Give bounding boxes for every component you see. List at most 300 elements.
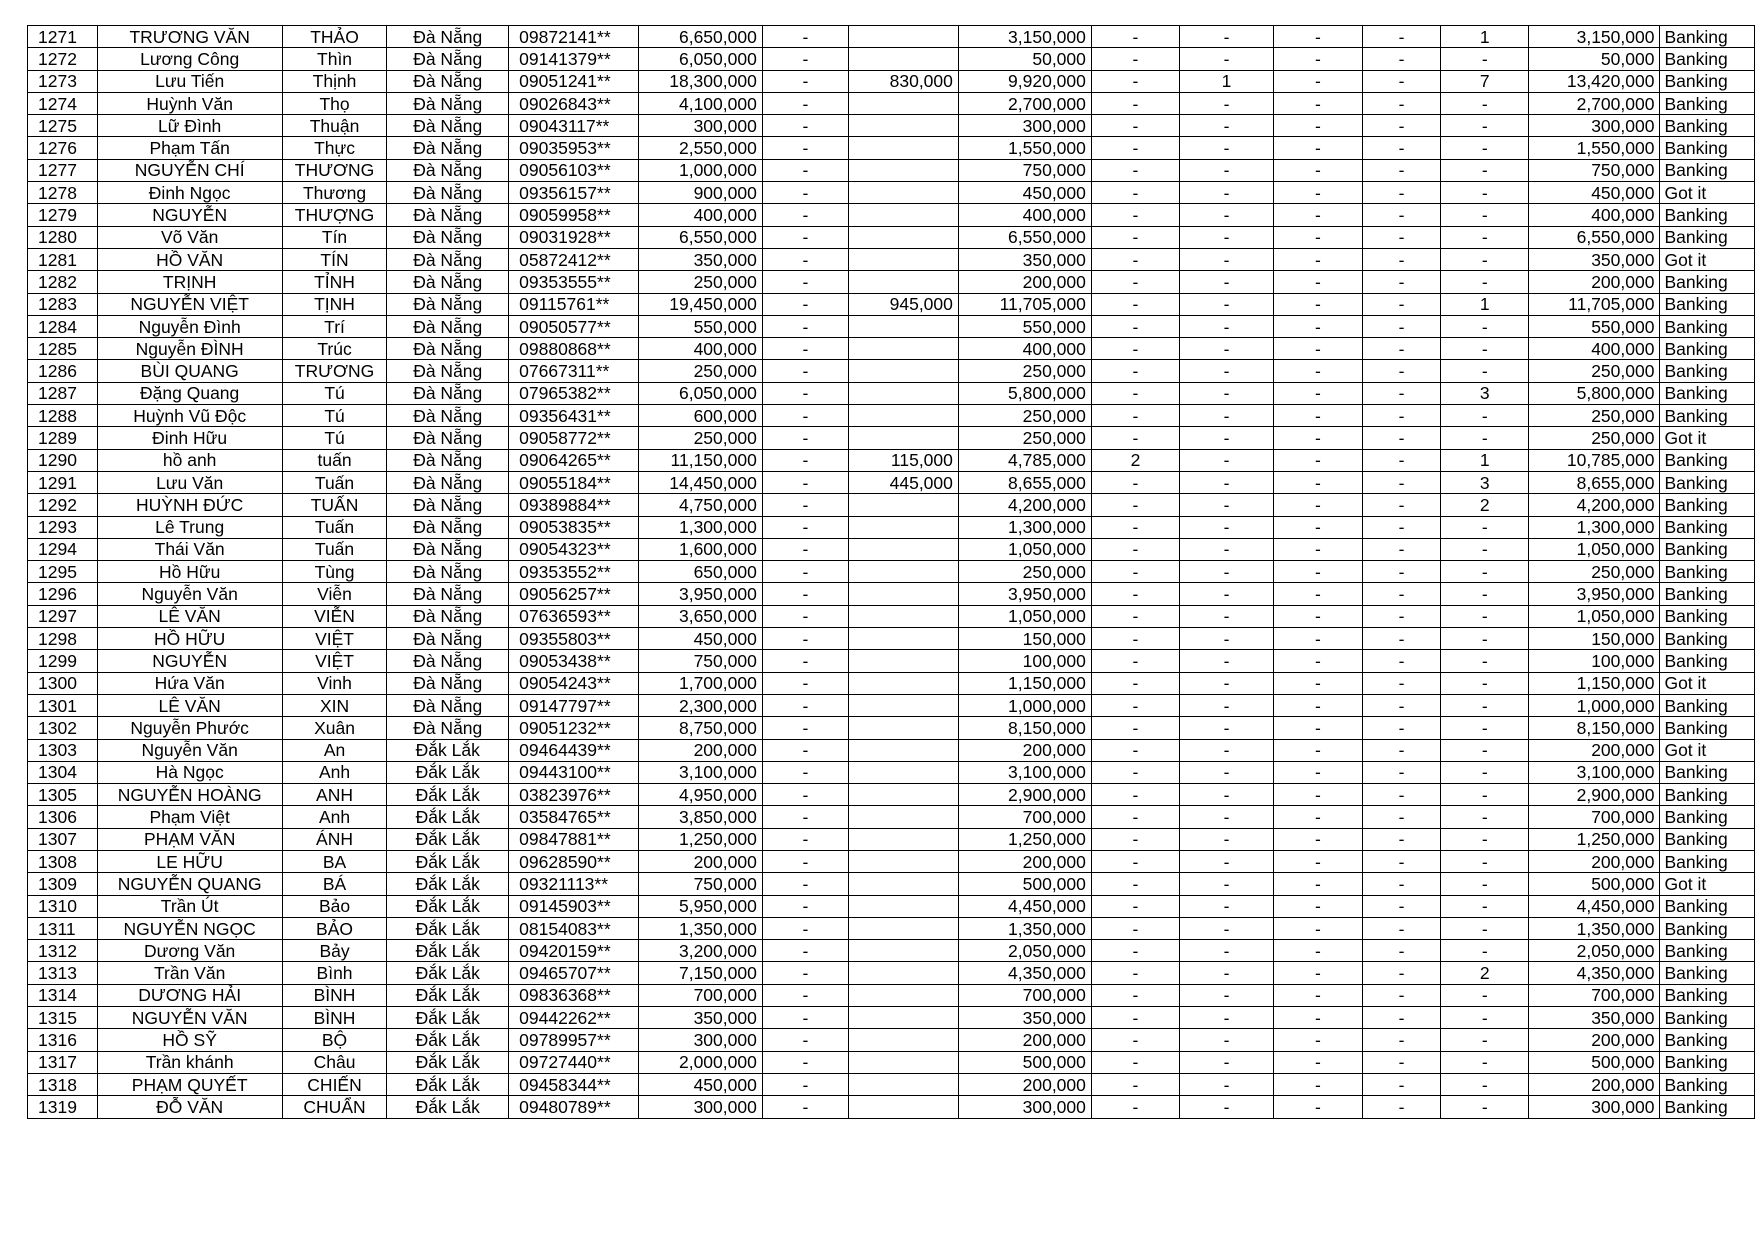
surname-cell: PHẠM VĂN [97,828,282,850]
count-4-cell: - [1362,382,1440,404]
table-row [28,226,1755,248]
province-cell: Đắk Lắk [387,962,509,984]
phone-cell: 03823976** [509,784,638,806]
given-name-cell: Trí [282,315,387,337]
count-5-cell: - [1441,650,1529,672]
table-row [28,605,1755,627]
province-cell: Đà Nẵng [387,137,509,159]
given-name-cell: Tú [282,382,387,404]
count-1-cell: - [1091,850,1179,872]
count-3-cell: - [1273,561,1362,583]
count-3-cell: - [1273,204,1362,226]
dash-cell: - [762,806,848,828]
amount-2-cell [848,204,958,226]
amount-1-cell: 2,000,000 [638,1051,762,1073]
province-cell: Đắk Lắk [387,806,509,828]
province-cell: Đà Nẵng [387,583,509,605]
count-4-cell: - [1362,895,1440,917]
phone-cell: 09051232** [509,717,638,739]
dash-cell: - [762,605,848,627]
amount-2-cell [848,873,958,895]
dash-cell: - [762,315,848,337]
province-cell: Đắk Lắk [387,895,509,917]
given-name-cell: Tú [282,427,387,449]
count-3-cell: - [1273,650,1362,672]
count-1-cell: - [1091,761,1179,783]
table-row [28,917,1755,939]
given-name-cell: Thìn [282,48,387,70]
amount-3-cell: 3,150,000 [958,26,1091,48]
method-cell: Banking [1660,159,1755,181]
method-cell: Got it [1660,739,1755,761]
count-2-cell: - [1180,561,1274,583]
dash-cell: - [762,405,848,427]
given-name-cell: Anh [282,761,387,783]
dash-cell: - [762,26,848,48]
given-name-cell: TỈNH [282,271,387,293]
count-2-cell: - [1180,182,1274,204]
province-cell: Đà Nẵng [387,360,509,382]
province-cell: Đà Nẵng [387,182,509,204]
total-cell: 1,300,000 [1529,516,1660,538]
count-1-cell: - [1091,338,1179,360]
surname-cell: Hứa Văn [97,672,282,694]
count-2-cell: - [1180,315,1274,337]
count-1-cell: - [1091,717,1179,739]
row-number-cell: 1273 [28,70,98,92]
phone-cell: 09356157** [509,182,638,204]
given-name-cell: Tú [282,405,387,427]
count-2-cell: - [1180,48,1274,70]
amount-3-cell: 4,200,000 [958,494,1091,516]
count-1-cell: - [1091,70,1179,92]
count-4-cell: - [1362,494,1440,516]
province-cell: Đà Nẵng [387,271,509,293]
phone-cell: 09443100** [509,761,638,783]
row-number-cell: 1284 [28,315,98,337]
surname-cell: Lê Trung [97,516,282,538]
amount-1-cell: 18,300,000 [638,70,762,92]
given-name-cell: ÁNH [282,828,387,850]
count-3-cell: - [1273,1051,1362,1073]
count-5-cell: - [1441,315,1529,337]
count-1-cell: - [1091,248,1179,270]
amount-1-cell: 1,300,000 [638,516,762,538]
amount-3-cell: 4,350,000 [958,962,1091,984]
count-3-cell: - [1273,494,1362,516]
count-5-cell: - [1441,672,1529,694]
row-number-cell: 1306 [28,806,98,828]
amount-2-cell [848,1007,958,1029]
province-cell: Đà Nẵng [387,70,509,92]
total-cell: 250,000 [1529,360,1660,382]
count-3-cell: - [1273,717,1362,739]
count-3-cell: - [1273,26,1362,48]
amount-3-cell: 750,000 [958,159,1091,181]
phone-cell: 09141379** [509,48,638,70]
dash-cell: - [762,248,848,270]
phone-cell: 09465707** [509,962,638,984]
amount-1-cell: 450,000 [638,628,762,650]
method-cell: Banking [1660,26,1755,48]
province-cell: Đà Nẵng [387,338,509,360]
count-4-cell: - [1362,360,1440,382]
given-name-cell: Vinh [282,672,387,694]
given-name-cell: Bảo [282,895,387,917]
method-cell: Banking [1660,694,1755,716]
count-3-cell: - [1273,1029,1362,1051]
count-4-cell: - [1362,672,1440,694]
total-cell: 2,900,000 [1529,784,1660,806]
table-row [28,315,1755,337]
surname-cell: PHẠM QUYẾT [97,1073,282,1095]
count-5-cell: 1 [1441,449,1529,471]
count-1-cell: - [1091,940,1179,962]
amount-1-cell: 700,000 [638,984,762,1006]
table-row [28,449,1755,471]
count-4-cell: - [1362,694,1440,716]
phone-cell: 08154083** [509,917,638,939]
amount-2-cell [848,605,958,627]
count-2-cell: - [1180,494,1274,516]
row-number-cell: 1281 [28,248,98,270]
dash-cell: - [762,895,848,917]
total-cell: 4,200,000 [1529,494,1660,516]
amount-2-cell [848,917,958,939]
amount-2-cell [848,628,958,650]
amount-1-cell: 250,000 [638,427,762,449]
count-1-cell: - [1091,92,1179,114]
surname-cell: Lữ Đình [97,115,282,137]
table-row [28,940,1755,962]
total-cell: 400,000 [1529,204,1660,226]
count-3-cell: - [1273,516,1362,538]
province-cell: Đắk Lắk [387,1007,509,1029]
given-name-cell: BA [282,850,387,872]
given-name-cell: Tuấn [282,516,387,538]
table-row [28,70,1755,92]
given-name-cell: BỘ [282,1029,387,1051]
amount-2-cell [848,1096,958,1118]
row-number-cell: 1297 [28,605,98,627]
row-number-cell: 1318 [28,1073,98,1095]
method-cell: Banking [1660,828,1755,850]
count-1-cell: - [1091,1073,1179,1095]
amount-1-cell: 14,450,000 [638,471,762,493]
amount-3-cell: 1,250,000 [958,828,1091,850]
amount-1-cell: 450,000 [638,1073,762,1095]
count-5-cell: - [1441,873,1529,895]
row-number-cell: 1271 [28,26,98,48]
amount-1-cell: 6,650,000 [638,26,762,48]
count-5-cell: - [1441,628,1529,650]
total-cell: 6,550,000 [1529,226,1660,248]
count-4-cell: - [1362,159,1440,181]
count-4-cell: - [1362,538,1440,560]
table-row [28,873,1755,895]
method-cell: Banking [1660,717,1755,739]
amount-3-cell: 450,000 [958,182,1091,204]
count-3-cell: - [1273,761,1362,783]
dash-cell: - [762,962,848,984]
phone-cell: 09055184** [509,471,638,493]
amount-1-cell: 300,000 [638,1096,762,1118]
amount-1-cell: 350,000 [638,248,762,270]
province-cell: Đắk Lắk [387,873,509,895]
count-5-cell: - [1441,516,1529,538]
phone-cell: 07965382** [509,382,638,404]
count-3-cell: - [1273,1096,1362,1118]
row-number-cell: 1291 [28,471,98,493]
count-2-cell: - [1180,1073,1274,1095]
table-row [28,583,1755,605]
province-cell: Đắk Lắk [387,761,509,783]
given-name-cell: Thương [282,182,387,204]
amount-3-cell: 5,800,000 [958,382,1091,404]
amount-3-cell: 3,950,000 [958,583,1091,605]
method-cell: Banking [1660,137,1755,159]
amount-3-cell: 150,000 [958,628,1091,650]
amount-3-cell: 550,000 [958,315,1091,337]
phone-cell: 09035953** [509,137,638,159]
amount-2-cell [848,1073,958,1095]
amount-3-cell: 500,000 [958,873,1091,895]
province-cell: Đà Nẵng [387,248,509,270]
count-3-cell: - [1273,873,1362,895]
count-3-cell: - [1273,226,1362,248]
count-4-cell: - [1362,115,1440,137]
total-cell: 200,000 [1529,850,1660,872]
dash-cell: - [762,226,848,248]
count-4-cell: - [1362,315,1440,337]
province-cell: Đà Nẵng [387,92,509,114]
count-5-cell: - [1441,940,1529,962]
count-5-cell: - [1441,159,1529,181]
surname-cell: HỒ VĂN [97,248,282,270]
count-2-cell: - [1180,204,1274,226]
province-cell: Đà Nẵng [387,694,509,716]
method-cell: Banking [1660,70,1755,92]
count-3-cell: - [1273,382,1362,404]
amount-3-cell: 400,000 [958,204,1091,226]
surname-cell: LÊ VĂN [97,694,282,716]
amount-3-cell: 250,000 [958,561,1091,583]
province-cell: Đà Nẵng [387,538,509,560]
count-5-cell: - [1441,917,1529,939]
surname-cell: LÊ VĂN [97,605,282,627]
given-name-cell: Xuân [282,717,387,739]
count-3-cell: - [1273,338,1362,360]
amount-1-cell: 400,000 [638,204,762,226]
count-5-cell: - [1441,1051,1529,1073]
row-number-cell: 1296 [28,583,98,605]
amount-2-cell [848,248,958,270]
table-row [28,1029,1755,1051]
amount-2-cell [848,717,958,739]
given-name-cell: THƯỢNG [282,204,387,226]
method-cell: Got it [1660,427,1755,449]
count-4-cell: - [1362,26,1440,48]
count-1-cell: - [1091,315,1179,337]
table-row [28,182,1755,204]
amount-1-cell: 900,000 [638,182,762,204]
amount-2-cell [848,338,958,360]
province-cell: Đắk Lắk [387,1096,509,1118]
count-4-cell: - [1362,605,1440,627]
count-2-cell: - [1180,338,1274,360]
count-4-cell: - [1362,204,1440,226]
amount-1-cell: 19,450,000 [638,293,762,315]
count-1-cell: - [1091,293,1179,315]
count-4-cell: - [1362,739,1440,761]
amount-2-cell [848,1051,958,1073]
count-2-cell: - [1180,583,1274,605]
surname-cell: HỒ SỸ [97,1029,282,1051]
count-5-cell: - [1441,739,1529,761]
dash-cell: - [762,204,848,226]
count-5-cell: 1 [1441,293,1529,315]
count-2-cell: - [1180,360,1274,382]
amount-1-cell: 750,000 [638,873,762,895]
count-3-cell: - [1273,784,1362,806]
dash-cell: - [762,1007,848,1029]
phone-cell: 07667311** [509,360,638,382]
total-cell: 200,000 [1529,739,1660,761]
phone-cell: 09054243** [509,672,638,694]
province-cell: Đà Nẵng [387,717,509,739]
amount-3-cell: 3,100,000 [958,761,1091,783]
dash-cell: - [762,70,848,92]
phone-cell: 09054323** [509,538,638,560]
province-cell: Đà Nẵng [387,159,509,181]
count-3-cell: - [1273,293,1362,315]
count-2-cell: - [1180,26,1274,48]
given-name-cell: Thịnh [282,70,387,92]
total-cell: 250,000 [1529,427,1660,449]
table-row [28,984,1755,1006]
amount-2-cell [848,806,958,828]
count-2-cell: - [1180,761,1274,783]
province-cell: Đắk Lắk [387,984,509,1006]
given-name-cell: Thọ [282,92,387,114]
phone-cell: 09389884** [509,494,638,516]
total-cell: 250,000 [1529,405,1660,427]
method-cell: Banking [1660,962,1755,984]
amount-1-cell: 3,100,000 [638,761,762,783]
method-cell: Banking [1660,1051,1755,1073]
surname-cell: TRƯƠNG VĂN [97,26,282,48]
amount-2-cell [848,694,958,716]
amount-2-cell [848,672,958,694]
count-5-cell: - [1441,182,1529,204]
table-row [28,672,1755,694]
count-1-cell: - [1091,204,1179,226]
count-2-cell: - [1180,717,1274,739]
amount-3-cell: 2,050,000 [958,940,1091,962]
amount-2-cell: 115,000 [848,449,958,471]
total-cell: 450,000 [1529,182,1660,204]
count-4-cell: - [1362,48,1440,70]
amount-2-cell [848,650,958,672]
count-2-cell: - [1180,850,1274,872]
surname-cell: NGUYỄN HOÀNG [97,784,282,806]
total-cell: 300,000 [1529,115,1660,137]
count-1-cell: - [1091,1096,1179,1118]
count-5-cell: - [1441,271,1529,293]
count-1-cell: - [1091,471,1179,493]
method-cell: Got it [1660,873,1755,895]
count-2-cell: - [1180,115,1274,137]
count-3-cell: - [1273,449,1362,471]
amount-1-cell: 3,850,000 [638,806,762,828]
method-cell: Banking [1660,1096,1755,1118]
count-2-cell: - [1180,1007,1274,1029]
row-number-cell: 1302 [28,717,98,739]
surname-cell: Hồ Hữu [97,561,282,583]
province-cell: Đà Nẵng [387,405,509,427]
count-1-cell: - [1091,739,1179,761]
phone-cell: 09051241** [509,70,638,92]
province-cell: Đắk Lắk [387,940,509,962]
total-cell: 1,050,000 [1529,605,1660,627]
surname-cell: Nguyễn Phước [97,717,282,739]
count-4-cell: - [1362,137,1440,159]
surname-cell: Lưu Văn [97,471,282,493]
given-name-cell: THƯƠNG [282,159,387,181]
count-1-cell: - [1091,694,1179,716]
amount-3-cell: 200,000 [958,739,1091,761]
count-1-cell: - [1091,382,1179,404]
count-3-cell: - [1273,92,1362,114]
table-row [28,694,1755,716]
count-4-cell: - [1362,1029,1440,1051]
count-4-cell: - [1362,628,1440,650]
dash-cell: - [762,293,848,315]
amount-1-cell: 250,000 [638,271,762,293]
amount-2-cell: 830,000 [848,70,958,92]
amount-2-cell [848,1029,958,1051]
dash-cell: - [762,694,848,716]
amount-2-cell [848,538,958,560]
amount-1-cell: 4,950,000 [638,784,762,806]
surname-cell: NGUYỄN VIỆT [97,293,282,315]
count-4-cell: - [1362,248,1440,270]
phone-cell: 09464439** [509,739,638,761]
count-2-cell: - [1180,293,1274,315]
total-cell: 10,785,000 [1529,449,1660,471]
given-name-cell: An [282,739,387,761]
surname-cell: NGUYỄN CHÍ [97,159,282,181]
dash-cell: - [762,1029,848,1051]
phone-cell: 09789957** [509,1029,638,1051]
count-3-cell: - [1273,940,1362,962]
total-cell: 350,000 [1529,1007,1660,1029]
table-row [28,137,1755,159]
phone-cell: 09836368** [509,984,638,1006]
count-4-cell: - [1362,449,1440,471]
surname-cell: HUỲNH ĐỨC [97,494,282,516]
count-5-cell: 2 [1441,494,1529,516]
amount-1-cell: 4,100,000 [638,92,762,114]
count-1-cell: - [1091,917,1179,939]
amount-1-cell: 550,000 [638,315,762,337]
dash-cell: - [762,784,848,806]
count-5-cell: - [1441,850,1529,872]
count-4-cell: - [1362,405,1440,427]
count-4-cell: - [1362,338,1440,360]
phone-cell: 07636593** [509,605,638,627]
table-row [28,360,1755,382]
